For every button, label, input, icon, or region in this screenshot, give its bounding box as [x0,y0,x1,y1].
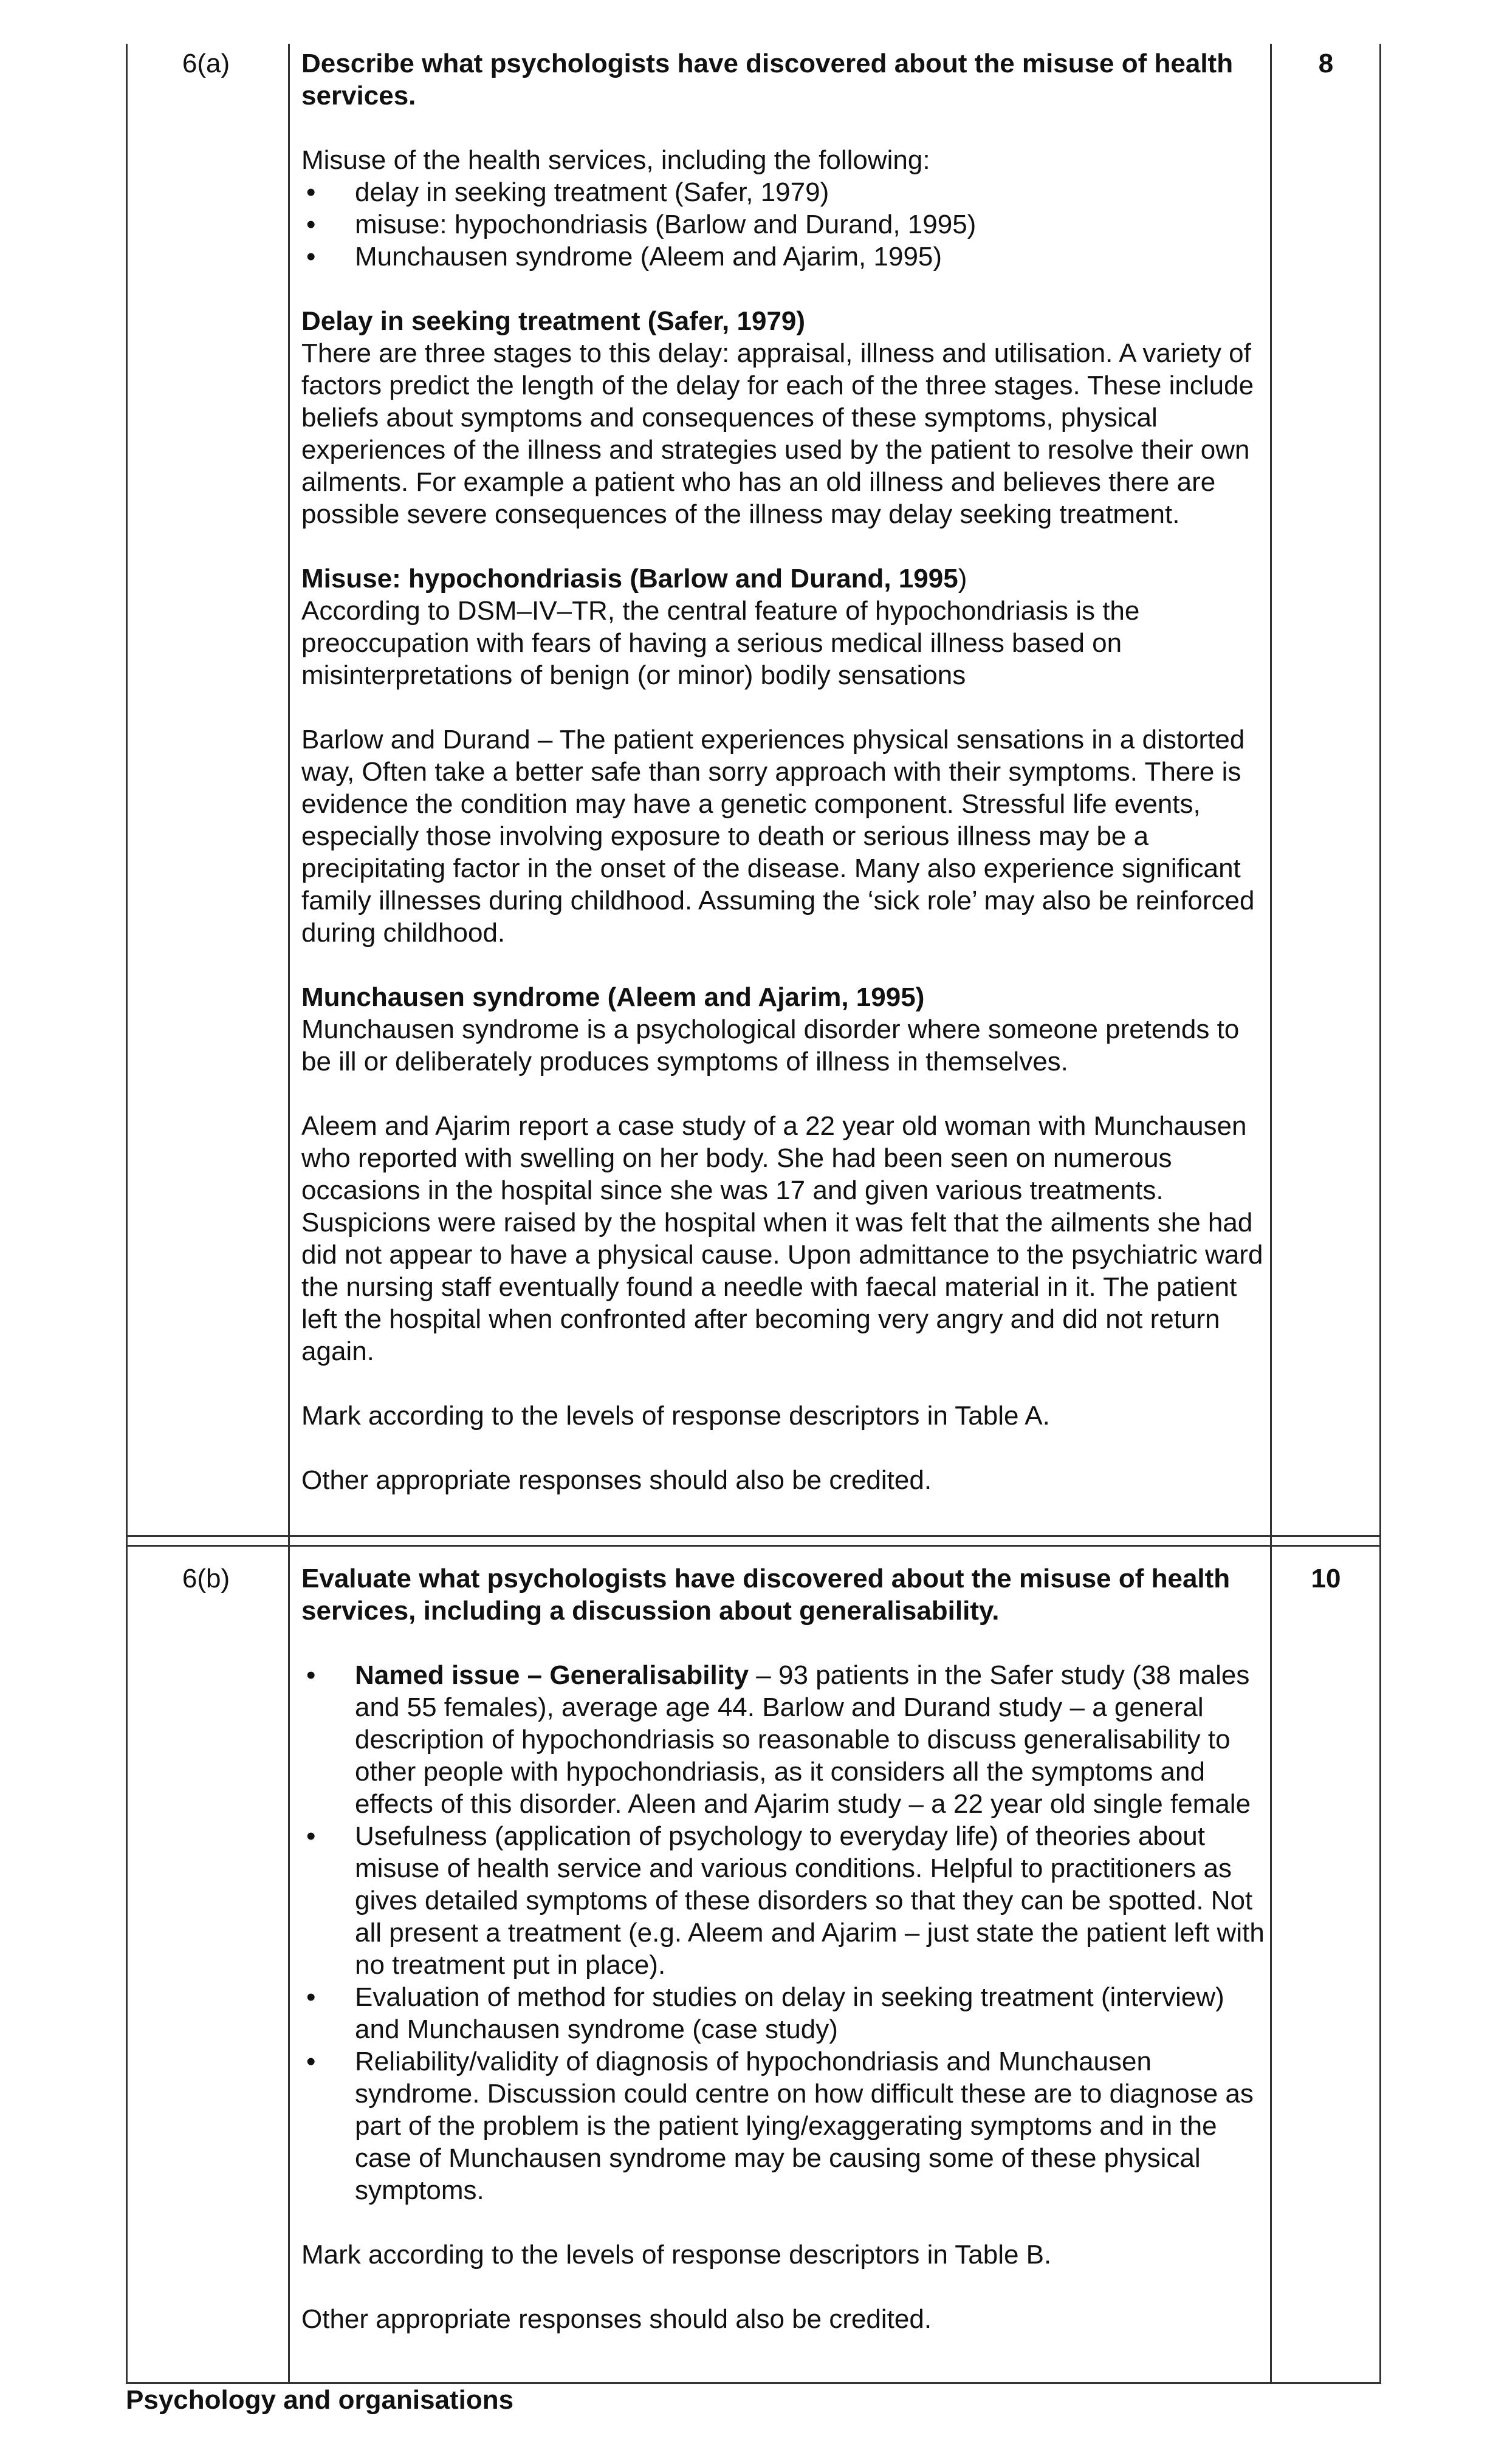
intro-bullet-list [301,176,1271,273]
list-item-text: Evaluation of method for studies on delay in seeking treatment (interview) and Munchausen syndrome (case study) [355,1982,1224,2044]
hypochondriasis-heading-text: Misuse: hypochondriasis (Barlow and Durand, 1995 [301,564,958,594]
question-text-6a: Describe what psychologists have discovered about the misuse of health services. [301,49,1234,111]
other-note-6b: Other appropriate responses should also be credited. [301,2304,932,2334]
marks-6a: 8 [1318,49,1334,78]
delay-paragraph: There are three stages to this delay: appraisal, illness and utilisation. A variety of factors predict the length of the delay for each of the three stages. These include beliefs about symptoms and consequences of these symptoms, physical experiences of the illness and strategies used by the patient to resolve their own ailments. For example a patient who has an old illness and believes there are possible severe consequences of the illness may delay seeking treatment. [301,338,1254,529]
list-item [301,176,1271,208]
mark-note-6b: Mark according to the levels of response descriptors in Table B. [301,2240,1052,2270]
hypochondriasis-heading-close: ) [958,564,967,594]
hypochondriasis-paragraph: According to DSM–IV–TR, the central feature of hypochondriasis is the preoccupation with fears of having a serious medical illness based on misinterpretations of benign (or minor) bodily sensations [301,596,1140,690]
list-item-text: Munchausen syndrome (Aleem and Ajarim, 1995) [355,242,942,272]
named-issue-label: Named issue – Generalisability [355,1660,749,1690]
hypochondriasis-heading [301,563,1271,595]
mark-note-6a: Mark according to the levels of response descriptors in Table A. [301,1401,1050,1431]
intro-text: Misuse of the health services, including the following: [301,145,930,175]
delay-heading: Delay in seeking treatment (Safer, 1979) [301,306,806,336]
marks-6b: 10 [1311,1564,1341,1593]
bullet-icon: • [306,1660,316,1690]
bullet-icon: • [306,177,316,207]
munchausen-paragraph: Munchausen syndrome is a psychological disorder where someone pretends to be ill or deliberately produces symptoms of illness in themselves. [301,1015,1240,1076]
bullet-icon: • [306,1821,316,1851]
list-item [301,241,1271,273]
list-item-text: Reliability/validity of diagnosis of hypochondriasis and Munchausen syndrome. Discussion could centre on how difficult these are to diagnose as part of the problem is the patient lying/exaggerating symptoms and in the case of Munchausen syndrome may be causing some of these physical symptoms. [355,2047,1254,2205]
bullet-icon: • [306,210,316,239]
bullet-icon: • [306,242,316,272]
row-separator-bottom [126,1545,1381,1547]
case-study-paragraph: Aleem and Ajarim report a case study of a 22 year old woman with Munchausen who reported with swelling on her body. She had been seen on numerous occasions in the hospital since she was 17 and given various treatments. Suspicions were raised by the hospital when it was felt that the ailments she had did not appear to have a physical cause. Upon admittance to the psychiatric ward the nursing staff eventually found a needle with faecal material in it. The patient left the hospital when confronted after becoming very angry and did not return again. [301,1111,1263,1366]
list-item [301,208,1271,241]
row-separator-top [126,1535,1381,1537]
list-item [301,1981,1271,2045]
answer-content-6a [301,47,1271,1496]
bullet-icon: • [306,2047,316,2076]
evaluation-bullet-list [301,1659,1271,2206]
list-item [301,2045,1271,2206]
list-item-text: delay in seeking treatment (Safer, 1979) [355,177,829,207]
section-footer-title: Psychology and organisations [126,2385,514,2415]
question-number-6a: 6(a) [182,49,230,78]
list-item-text: Usefulness (application of psychology to everyday life) of theories about misuse of health service and various conditions. Helpful to practitioners as gives detailed symptoms of these disorders so that they can be spotted. Not all present a treatment (e.g. Aleem and Ajarim – just state the patient left with no treatment put in place). [355,1821,1265,1980]
bullet-icon: • [306,1982,316,2012]
question-number-6b: 6(b) [182,1564,230,1593]
named-issue-text: – 93 patients in the Safer study (38 males and 55 females), average age 44. Barlow and Durand study – a general description of hypochondriasis so reasonable to discuss generalisability to other people with hypochondriasis, as it considers all the symptoms and effects of this disorder. Aleen and Ajarim study – a 22 year old single female [355,1660,1251,1819]
table-left-border [126,44,128,2384]
table-right-border [1379,44,1381,2384]
list-item [301,1659,1271,1820]
list-item-text: misuse: hypochondriasis (Barlow and Durand, 1995) [355,210,977,239]
barlow-durand-paragraph: Barlow and Durand – The patient experiences physical sensations in a distorted way, Often take a better safe than sorry approach with their symptoms. There is evidence the condition may have a genetic component. Stressful life events, especially those involving exposure to death or serious illness may be a precipitating factor in the onset of the disease. Many also experience significant family illnesses during childhood. Assuming the ‘sick role’ may also be reinforced during childhood. [301,725,1255,948]
other-note-6a: Other appropriate responses should also be credited. [301,1465,932,1495]
answer-content-6b [301,1562,1271,2335]
number-column-divider [288,44,290,2384]
list-item [301,1820,1271,1981]
munchausen-heading: Munchausen syndrome (Aleem and Ajarim, 1995) [301,982,925,1012]
question-text-6b: Evaluate what psychologists have discovered about the misuse of health services, including a discussion about generalisability. [301,1564,1231,1626]
